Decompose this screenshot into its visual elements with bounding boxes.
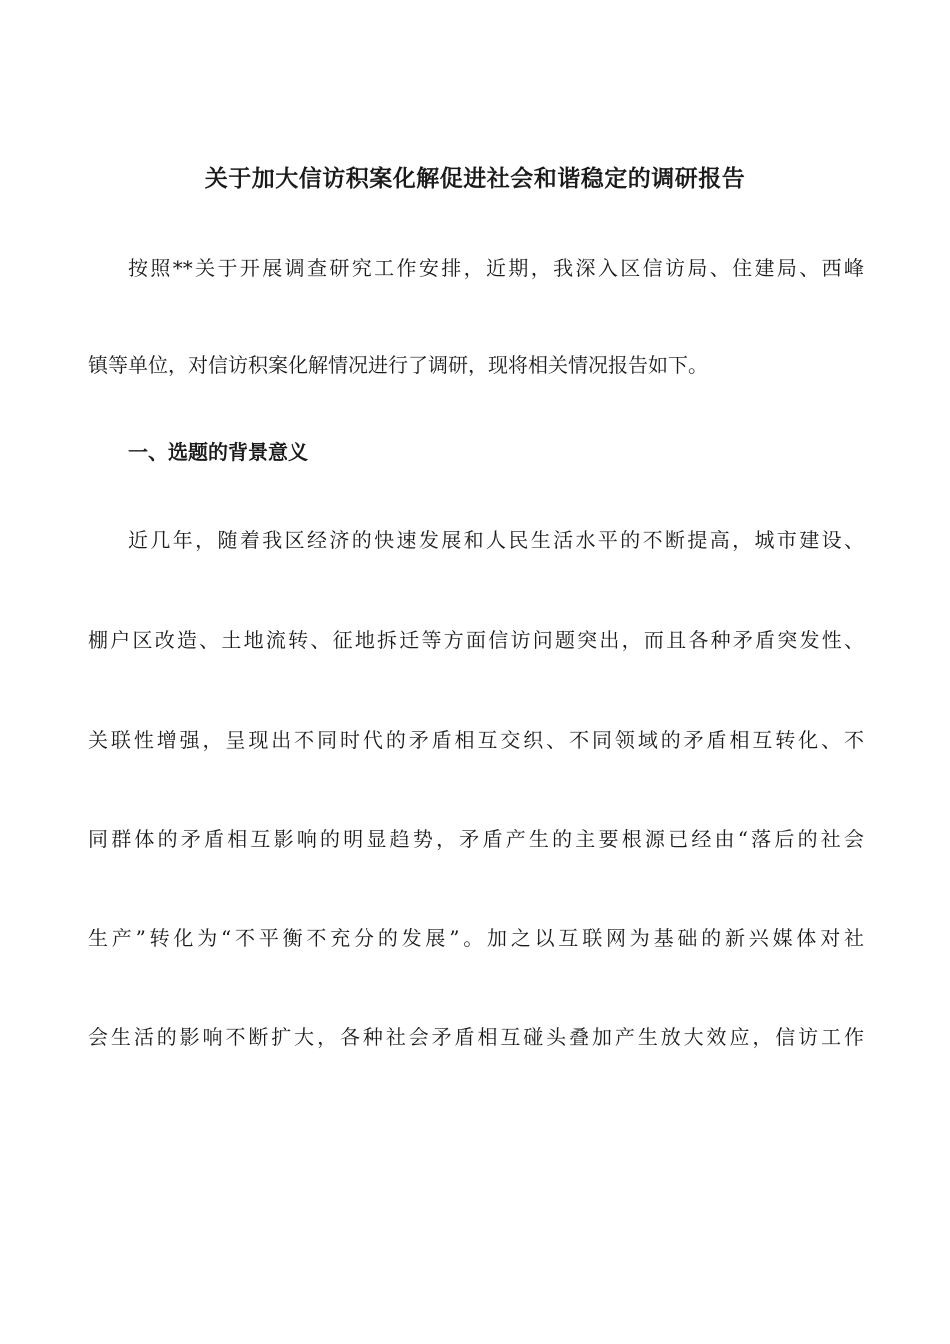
paragraph-2-line-6: 会生活的影响不断扩大，各种社会矛盾相互碰头叠加产生放大效应，信访工作 — [88, 1025, 864, 1049]
paragraph-1-line-1: 按照**关于开展调查研究工作安排，近期，我深入区信访局、住建局、西峰 — [128, 256, 864, 280]
paragraph-2-line-1: 近几年，随着我区经济的快速发展和人民生活水平的不断提高，城市建设、 — [128, 528, 864, 552]
paragraph-2-line-4: 同群体的矛盾相互影响的明显趋势，矛盾产生的主要根源已经由“落后的社会 — [88, 827, 864, 851]
paragraph-2-line-5: 生产”转化为“不平衡不充分的发展”。加之以互联网为基础的新兴媒体对社 — [88, 926, 864, 950]
document-title: 关于加大信访积案化解促进社会和谐稳定的调研报告 — [204, 165, 746, 192]
paragraph-2-line-3: 关联性增强，呈现出不同时代的矛盾相互交织、不同领域的矛盾相互转化、不 — [88, 728, 864, 752]
paragraph-1-line-2: 镇等单位，对信访积案化解情况进行了调研，现将相关情况报告如下。 — [88, 353, 708, 377]
paragraph-2-line-2: 棚户区改造、土地流转、征地拆迁等方面信访问题突出，而且各种矛盾突发性、 — [88, 628, 864, 652]
section-heading: 一、选题的背景意义 — [128, 440, 308, 464]
